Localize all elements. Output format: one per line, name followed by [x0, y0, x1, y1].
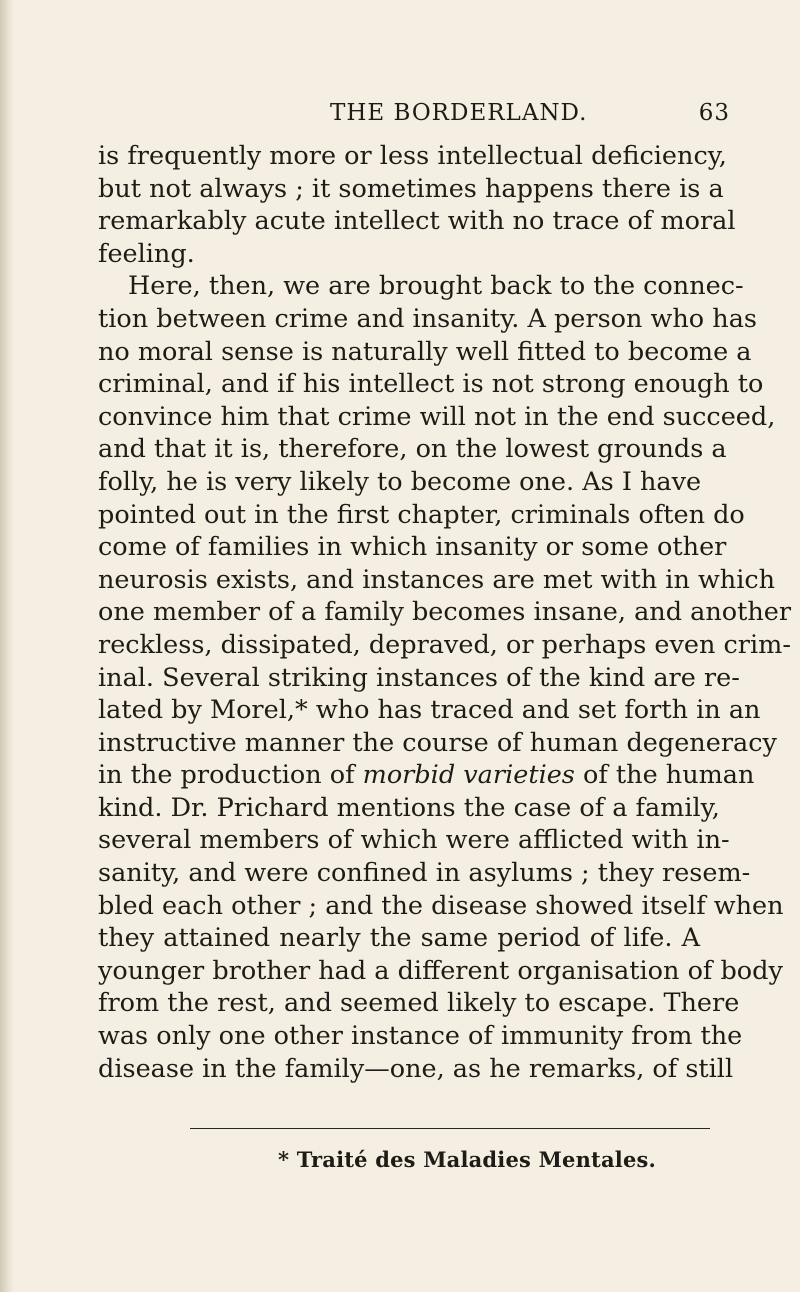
text-line: bled each other ; and the disease showed itself when: [98, 890, 784, 921]
text-line: folly, he is very likely to become one. As I have: [98, 466, 702, 497]
text-line: from the rest, and seemed likely to escape. There: [98, 988, 740, 1019]
text-line: neurosis exists, and instances are met with in which: [98, 564, 776, 595]
text-line: kind. Dr. Prichard mentions the case of a family,: [98, 792, 720, 823]
running-title: THE BORDERLAND.: [330, 100, 588, 126]
italic-phrase: morbid varieties: [362, 760, 575, 791]
page-number: 63: [698, 100, 730, 126]
text-line: tion between crime and insanity. A person who has: [98, 303, 757, 334]
text-line: sanity, and were confined in asylums ; they resem-: [98, 858, 751, 889]
footnote-divider: [190, 1128, 710, 1129]
footnote: * Traité des Maladies Mentales.: [278, 1147, 657, 1172]
text-line: feeling.: [98, 238, 195, 269]
text-line: they attained nearly the same period of life. A: [98, 923, 700, 954]
text-line: instructive manner the course of human degeneracy: [98, 727, 777, 758]
text-line: and that it is, therefore, on the lowest grounds a: [98, 434, 727, 465]
text-line: pointed out in the first chapter, criminals often do: [98, 499, 745, 530]
text-segment: of the human: [583, 760, 755, 791]
text-line: but not always ; it sometimes happens there is a: [98, 173, 724, 204]
text-segment: in the production of: [98, 760, 355, 791]
text-line: come of families in which insanity or some other: [98, 532, 727, 563]
text-line: several members of which were afflicted with in-: [98, 825, 730, 856]
text-line: remarkably acute intellect with no trace of moral: [98, 206, 736, 237]
text-line: inal. Several striking instances of the kind are re-: [98, 662, 740, 693]
text-line: was only one other instance of immunity from the: [98, 1021, 743, 1052]
text-line: disease in the family—one, as he remarks, of still: [98, 1053, 734, 1084]
text-line: Here, then, we are brought back to the connec-: [128, 271, 744, 302]
body-text: [98, 140, 792, 1085]
page-edge: [0, 0, 14, 1292]
text-line: criminal, and if his intellect is not strong enough to: [98, 369, 764, 400]
text-line: reckless, dissipated, depraved, or perhaps even crim-: [98, 629, 791, 660]
text-line: younger brother had a different organisation of body: [98, 955, 783, 986]
text-line: is frequently more or less intellectual deficiency,: [98, 141, 727, 171]
text-line: one member of a family becomes insane, and another: [98, 597, 792, 628]
page-header: [330, 100, 730, 136]
text-line: no moral sense is naturally well fitted to become a: [98, 336, 752, 367]
text-line-with-italic: [98, 759, 755, 792]
text-line: lated by Morel,* who has traced and set forth in an: [98, 695, 761, 726]
text-line: convince him that crime will not in the end succeed,: [98, 401, 776, 432]
